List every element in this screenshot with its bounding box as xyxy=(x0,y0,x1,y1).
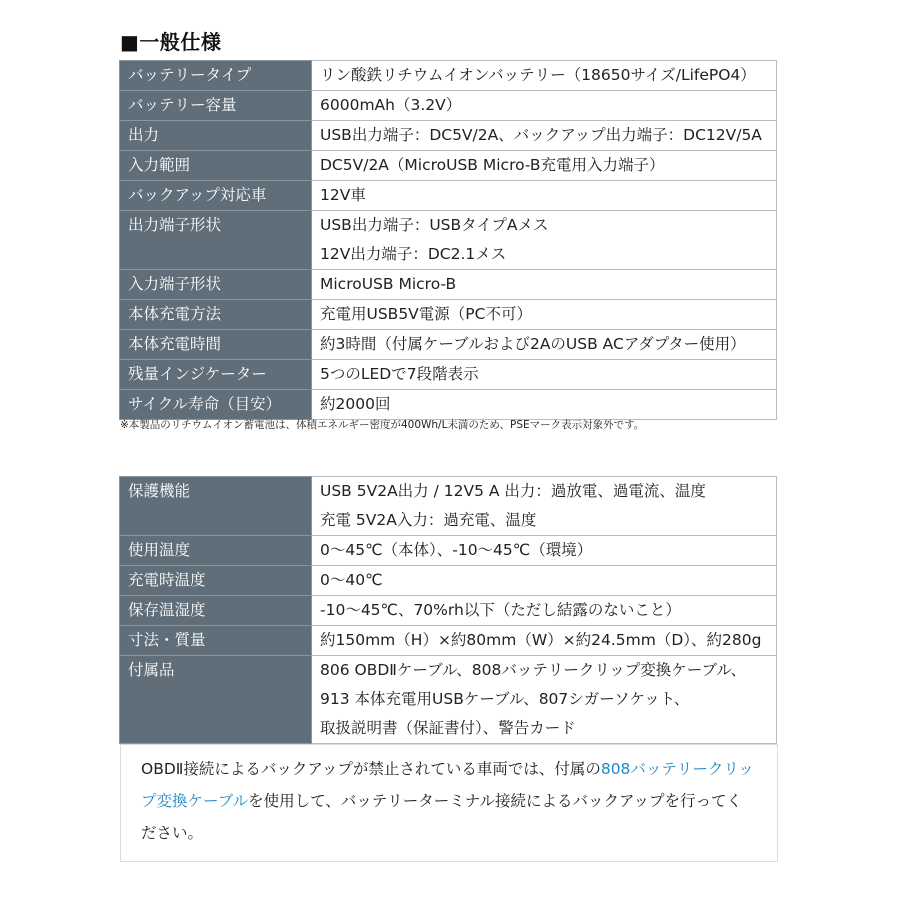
spec-row xyxy=(120,330,777,360)
spec-row xyxy=(120,626,777,656)
spec-row xyxy=(120,300,777,330)
spec-value-line: DC5V/2A（MicroUSB Micro-B充電用入力端子） xyxy=(320,156,665,174)
spec-key: 保存温湿度 xyxy=(120,596,312,626)
spec-key: 使用温度 xyxy=(120,536,312,566)
spec-value-line: 取扱説明書（保証書付）、警告カード xyxy=(320,719,576,737)
pse-note: ※本製品のリチウムイオン蓄電池は、体積エネルギー密度が400Wh/L未満のため、PSEマーク表示対象外です。 xyxy=(120,419,645,431)
spec-value-line: リン酸鉄リチウムイオンバッテリー（18650サイズ/LifePO4） xyxy=(320,66,756,84)
spec-key: 保護機能 xyxy=(120,477,312,536)
spec-value-line: 0～40℃ xyxy=(320,571,383,589)
backup-callout xyxy=(120,744,778,862)
spec-value xyxy=(312,181,777,211)
spec-value xyxy=(312,360,777,390)
callout-text-before: OBDⅡ接続によるバックアップが禁止されている車両では、付属の xyxy=(141,760,601,778)
spec-key: 入力端子形状 xyxy=(120,270,312,300)
spec-row xyxy=(120,477,777,536)
spec-value-line: 充電 5V2A入力：過充電、温度 xyxy=(320,511,537,529)
spec-key: 付属品 xyxy=(120,656,312,744)
callout-text-after: を使用して、バッテリーターミナル接続によるバックアップを行ってください。 xyxy=(141,792,742,842)
spec-row xyxy=(120,360,777,390)
spec-value-line: 約150mm（H）×約80mm（W）×約24.5mm（D）、約280g xyxy=(320,631,762,649)
spec-value xyxy=(312,270,777,300)
spec-row xyxy=(120,211,777,270)
spec-value-line: -10～45℃、70%rh以下（ただし結露のないこと） xyxy=(320,601,681,619)
spec-row xyxy=(120,656,777,744)
spec-value-line: 806 OBDⅡケーブル、808バッテリークリップ変換ケーブル、 xyxy=(320,661,747,679)
cable-link[interactable]: 808バッテリークリップ変換ケーブル xyxy=(141,760,754,810)
spec-row xyxy=(120,566,777,596)
spec-value xyxy=(312,61,777,91)
spec-key: 残量インジケーター xyxy=(120,360,312,390)
spec-key: 入力範囲 xyxy=(120,151,312,181)
spec-key: バックアップ対応車 xyxy=(120,181,312,211)
spec-value-line: MicroUSB Micro-B xyxy=(320,275,457,293)
spec-key: 本体充電方法 xyxy=(120,300,312,330)
spec-value xyxy=(312,566,777,596)
spec-row xyxy=(120,536,777,566)
spec-value xyxy=(312,477,777,536)
spec-row xyxy=(120,596,777,626)
spec-value xyxy=(312,330,777,360)
spec-value-line: 6000mAh（3.2V） xyxy=(320,96,462,114)
spec-row xyxy=(120,91,777,121)
spec-value xyxy=(312,626,777,656)
spec-value xyxy=(312,91,777,121)
spec-value-line: 5つのLEDで7段階表示 xyxy=(320,365,479,383)
spec-value-line: 12V出力端子：DC2.1メス xyxy=(320,245,507,263)
spec-value xyxy=(312,390,777,420)
spec-value xyxy=(312,656,777,744)
spec-value-line: 充電用USB5V電源（PC不可） xyxy=(320,305,532,323)
spec-key: 出力端子形状 xyxy=(120,211,312,270)
spec-key: バッテリータイプ xyxy=(120,61,312,91)
spec-key: 充電時温度 xyxy=(120,566,312,596)
spec-row xyxy=(120,390,777,420)
spec-value-line: 0～45℃（本体）、-10～45℃（環境） xyxy=(320,541,593,559)
spec-key: サイクル寿命（目安） xyxy=(120,390,312,420)
spec-value xyxy=(312,536,777,566)
spec-row xyxy=(120,151,777,181)
spec-key: 出力 xyxy=(120,121,312,151)
spec-value xyxy=(312,596,777,626)
section-title: ■一般仕様 xyxy=(120,30,222,54)
spec-value xyxy=(312,211,777,270)
spec-key: 寸法・質量 xyxy=(120,626,312,656)
protection-spec-table xyxy=(119,476,777,744)
spec-value-line: USB出力端子：DC5V/2A、バックアップ出力端子：DC12V/5A xyxy=(320,126,762,144)
spec-value xyxy=(312,121,777,151)
spec-value-line: USB 5V2A出力 / 12V5 A 出力：過放電、過電流、温度 xyxy=(320,482,706,500)
spec-value-line: USB出力端子：USBタイプAメス xyxy=(320,216,549,234)
spec-key: バッテリー容量 xyxy=(120,91,312,121)
general-spec-table xyxy=(119,60,777,420)
spec-value-line: 約3時間（付属ケーブルおよび2AのUSB ACアダプター使用） xyxy=(320,335,746,353)
spec-row xyxy=(120,121,777,151)
spec-row xyxy=(120,181,777,211)
spec-row xyxy=(120,61,777,91)
spec-value-line: 約2000回 xyxy=(320,395,391,413)
spec-key: 本体充電時間 xyxy=(120,330,312,360)
spec-value xyxy=(312,300,777,330)
spec-value-line: 913 本体充電用USBケーブル、807シガーソケット、 xyxy=(320,690,690,708)
spec-value-line: 12V車 xyxy=(320,186,366,204)
spec-row xyxy=(120,270,777,300)
spec-value xyxy=(312,151,777,181)
